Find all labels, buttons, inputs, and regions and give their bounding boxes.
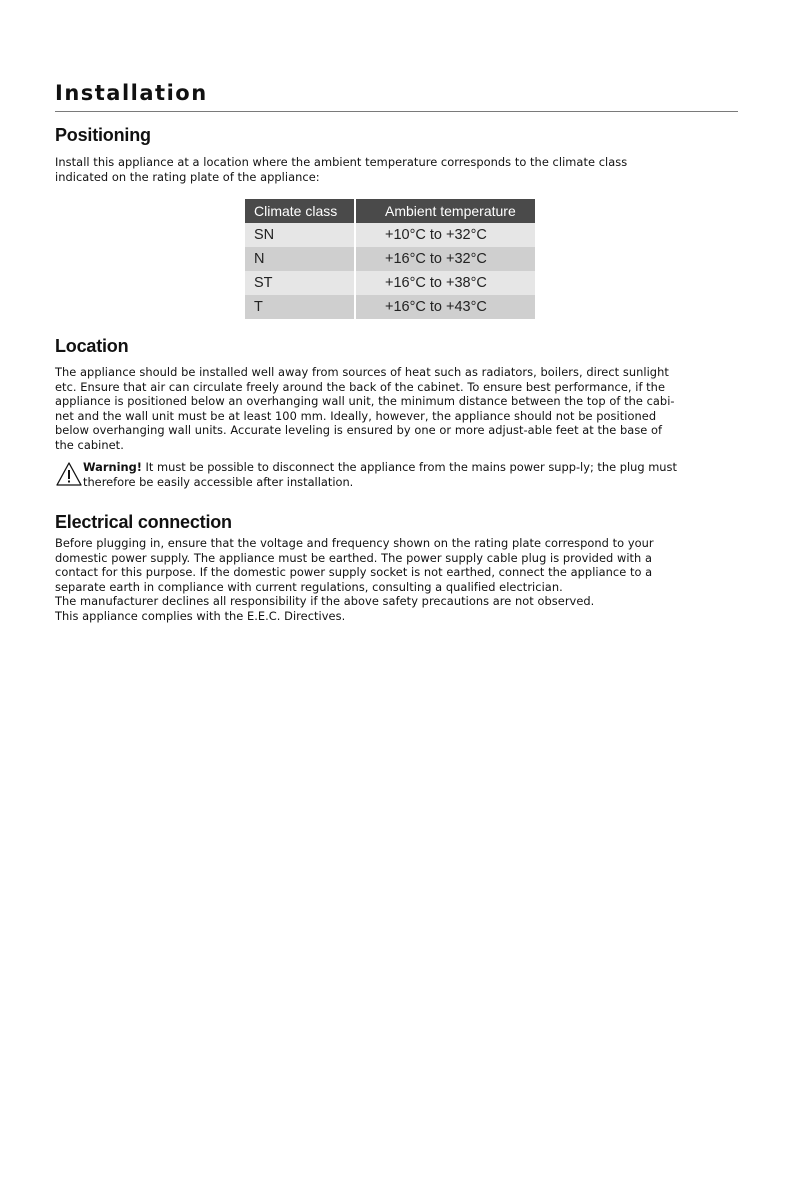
temperature-range-cell: +16°C to +32°C [355,247,535,271]
paragraph-line: the cabinet. [55,437,124,452]
paragraph-line: Install this appliance at a location where the ambient temperature corresponds to the climate class [55,155,628,169]
table-row [245,223,535,247]
paragraph-line: net and the wall unit must be at least 100 mm. Ideally, however, the appliance should not be positioned [55,408,657,423]
positioning-heading: Positioning [55,125,151,145]
paragraph-line: The appliance should be installed well away from sources of heat such as radiators, boilers, direct sunlight [55,365,669,379]
paragraph-line: The manufacturer declines all responsibility if the above safety precautions are not observed. [55,594,595,609]
paragraph-line: appliance is positioned below an overhanging wall unit, the minimum distance between the top of the cabi- [55,394,675,409]
paragraph-line: separate earth in compliance with current regulations, consulting a qualified electrician. [55,579,563,594]
temperature-range-cell: +16°C to +38°C [355,271,535,295]
electrical-connection-paragraph [55,536,738,624]
warning-line: therefore be easily accessible after installation. [83,474,354,489]
temperature-range-cell: +10°C to +32°C [355,223,535,247]
climate-class-cell: T [245,295,355,319]
climate-class-cell: SN [245,223,355,247]
electrical-connection-heading: Electrical connection [55,512,232,532]
warning-line: It must be possible to disconnect the appliance from the mains power supp-ly; the plug must [141,460,677,474]
paragraph-line: below overhanging wall units. Accurate leveling is ensured by one or more adjust-able feet at the base of [55,423,663,438]
location-paragraph [55,365,738,453]
temperature-range-cell: +16°C to +43°C [355,295,535,319]
positioning-paragraph [55,155,738,184]
paragraph-line: etc. Ensure that air can circulate freely around the back of the cabinet. To ensure best performance, if the [55,379,666,394]
table-header-row [245,199,535,223]
warning-triangle-icon [55,461,83,487]
warning-label: Warning! [83,460,142,474]
location-heading: Location [55,336,129,356]
paragraph-line: contact for this purpose. If the domestic power supply socket is not earthed, connect the appliance to a [55,565,653,580]
paragraph-line: This appliance complies with the E.E.C. Directives. [55,608,346,623]
column-header-climate-class: Climate class [245,199,355,223]
table-row [245,271,535,295]
paragraph-line: indicated on the rating plate of the appliance: [55,169,320,184]
table-row [245,247,535,271]
title-divider [55,111,738,112]
paragraph-line: domestic power supply. The appliance must be earthed. The power supply cable plug is provided with a [55,550,653,565]
page-title: Installation [55,81,208,105]
warning-note [83,460,677,489]
paragraph-line: Before plugging in, ensure that the voltage and frequency shown on the rating plate correspond to your [55,536,654,550]
climate-class-table [245,199,535,319]
table-row [245,295,535,319]
climate-class-cell: ST [245,271,355,295]
column-header-ambient-temperature: Ambient temperature [355,199,535,223]
climate-class-cell: N [245,247,355,271]
